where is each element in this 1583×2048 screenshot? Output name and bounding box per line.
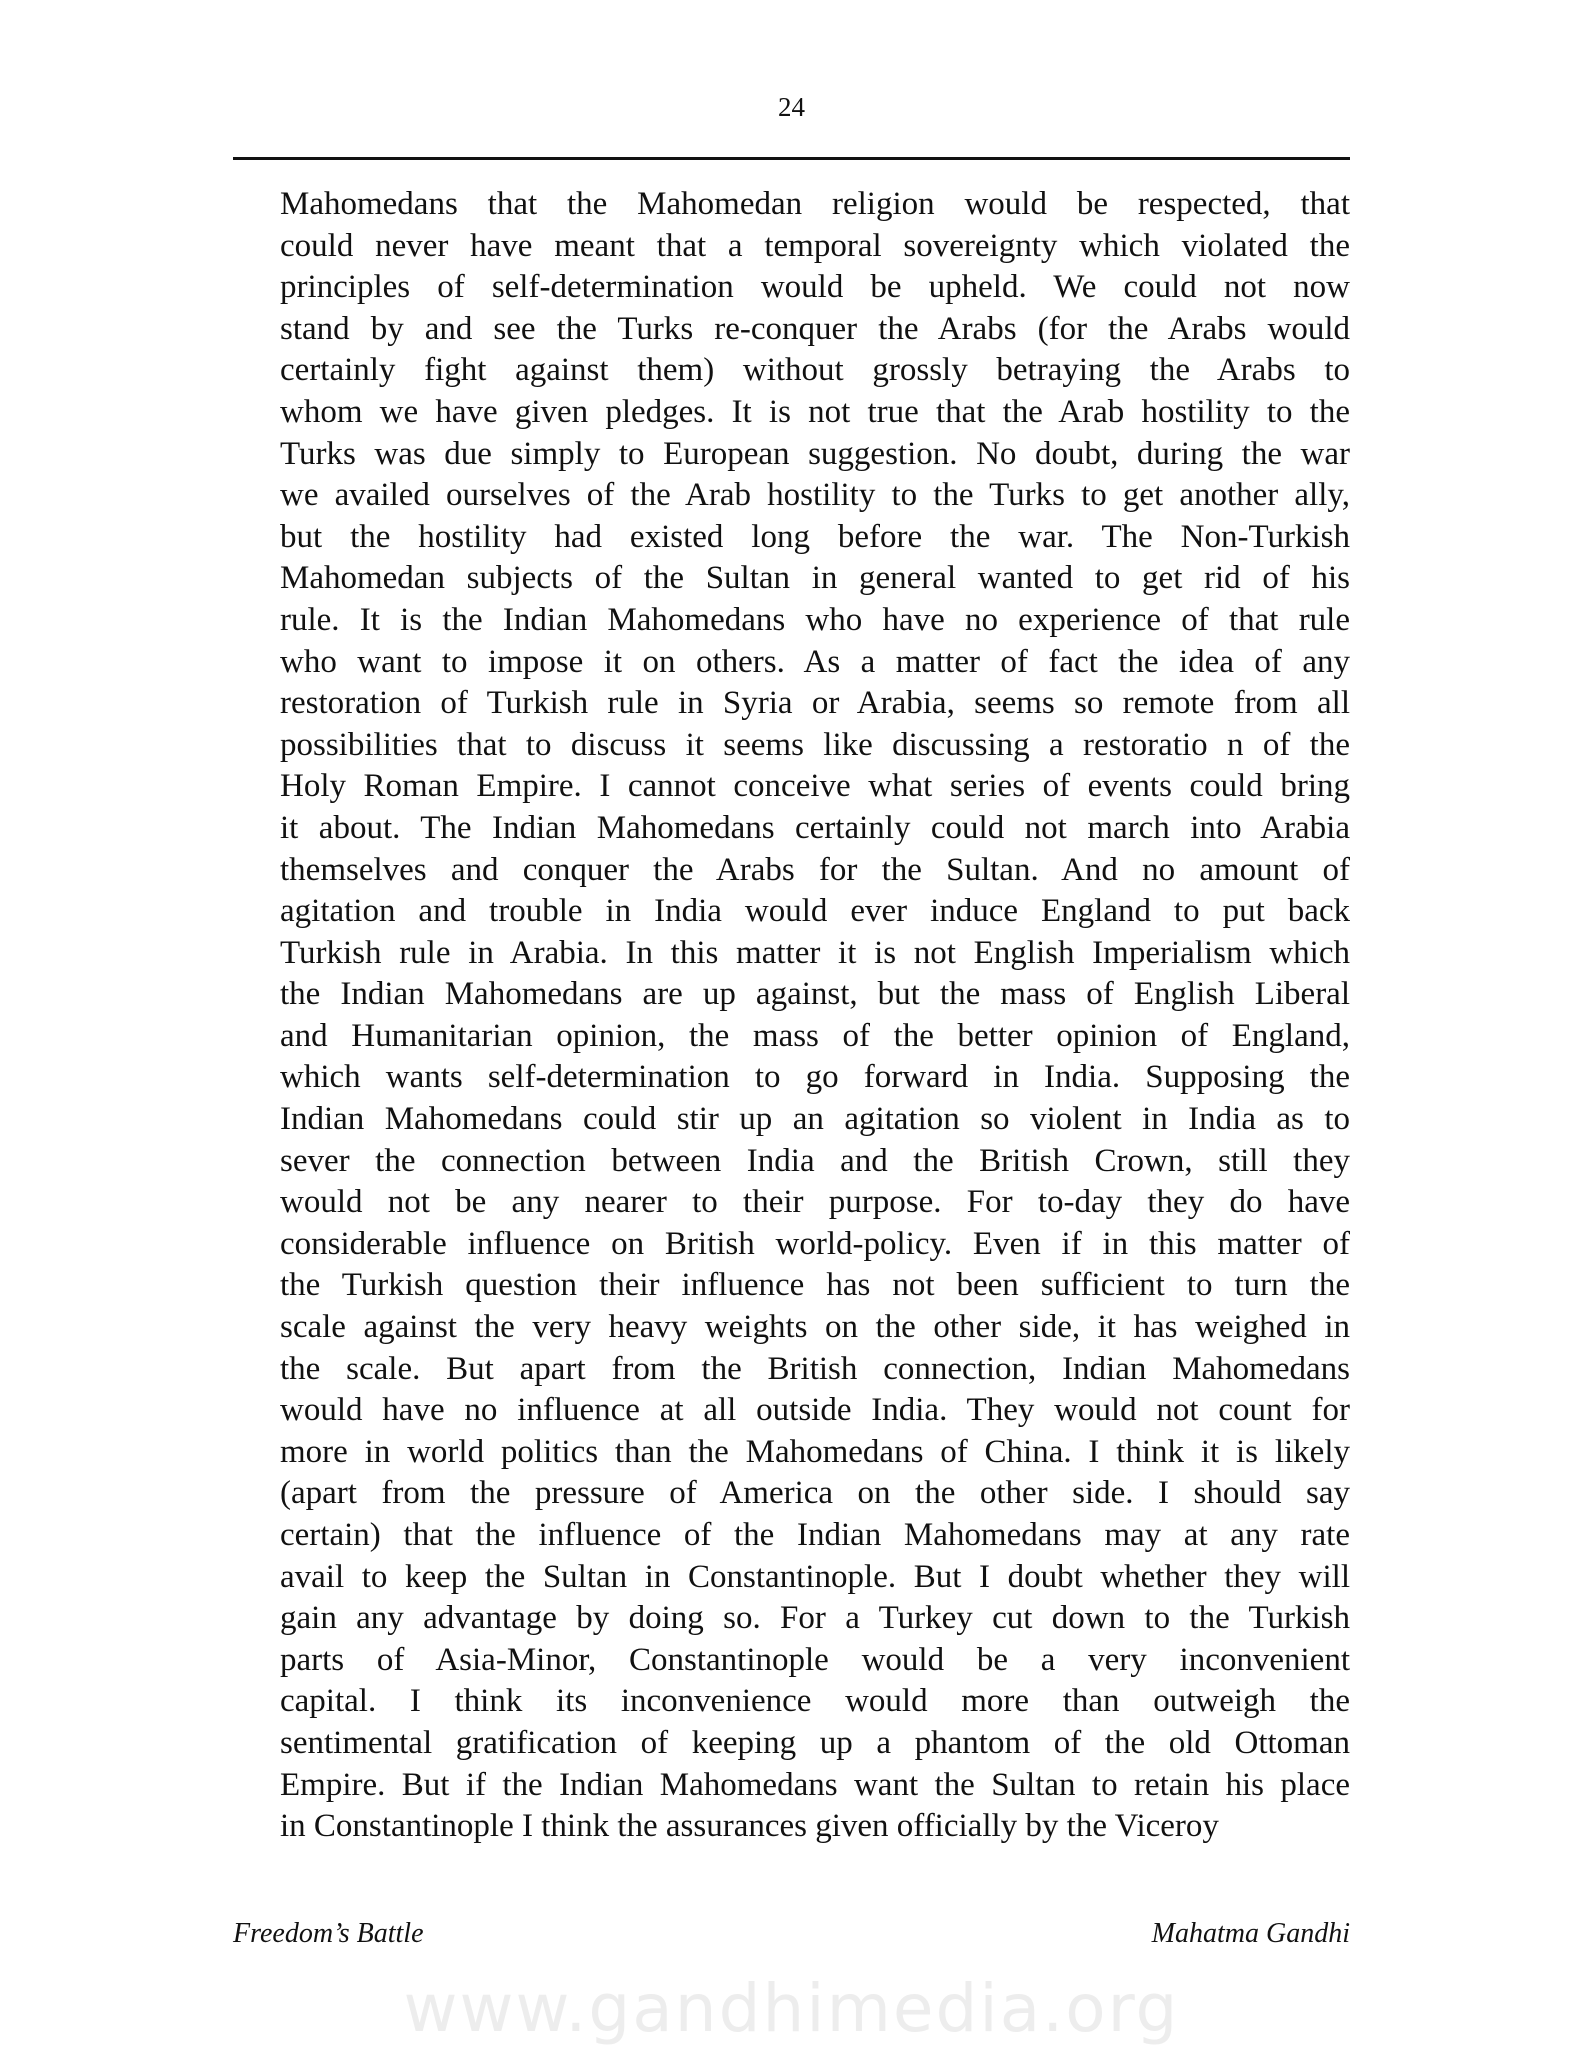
text-line: Turkish rule in Arabia. In this matter it is not English Imperialism which	[280, 934, 1350, 971]
text-line: we availed ourselves of the Arab hostility to the Turks to get another ally,	[280, 477, 1350, 514]
text-line: restoration of Turkish rule in Syria or Arabia, seems so remote from all	[280, 685, 1350, 722]
text-line: the scale. But apart from the British connection, Indian Mahomedans	[280, 1350, 1350, 1387]
text-line: scale against the very heavy weights on the other side, it has weighed in	[280, 1309, 1350, 1346]
text-line: and Humanitarian opinion, the mass of the better opinion of England,	[280, 1017, 1350, 1054]
text-line: stand by and see the Turks re-conquer the Arabs (for the Arabs would	[280, 310, 1350, 347]
text-line: would not be any nearer to their purpose. For to-day they do have	[280, 1184, 1350, 1221]
text-line: who want to impose it on others. As a matter of fact the idea of any	[280, 643, 1350, 680]
text-line: certain) that the influence of the Indian Mahomedans may at any rate	[280, 1517, 1350, 1553]
footer-author: Mahatma Gandhi	[1151, 1918, 1350, 1949]
text-line: whom we have given pledges. It is not true that the Arab hostility to the	[280, 393, 1350, 430]
text-line: it about. The Indian Mahomedans certainly could not march into Arabia	[280, 809, 1350, 846]
text-line: would have no influence at all outside India. They would not count for	[280, 1392, 1350, 1429]
text-line: parts of Asia-Minor, Constantinople would be a very inconvenient	[280, 1641, 1350, 1678]
watermark: www.gandhimedia.org	[403, 1970, 1180, 2047]
page-number: 24	[778, 92, 805, 122]
text-line: Mahomedan subjects of the Sultan in general wanted to get rid of his	[280, 560, 1350, 597]
text-line: but the hostility had existed long before the war. The Non-Turkish	[280, 518, 1350, 555]
text-line: possibilities that to discuss it seems like discussing a restoratio n of the	[280, 726, 1350, 763]
text-line: rule. It is the Indian Mahomedans who have no experience of that rule	[280, 601, 1350, 638]
text-line: could never have meant that a temporal sovereignty which violated the	[280, 227, 1350, 264]
text-line: Empire. But if the Indian Mahomedans want the Sultan to retain his place	[280, 1766, 1350, 1803]
text-line: sever the connection between India and the British Crown, still they	[280, 1142, 1350, 1179]
text-line: agitation and trouble in India would ever induce England to put back	[280, 893, 1350, 930]
text-line: gain any advantage by doing so. For a Turkey cut down to the Turkish	[280, 1600, 1350, 1637]
text-line: capital. I think its inconvenience would more than outweigh the	[280, 1683, 1350, 1720]
header-rule	[233, 157, 1350, 160]
text-line: Holy Roman Empire. I cannot conceive what series of events could bring	[280, 768, 1350, 805]
text-line: themselves and conquer the Arabs for the Sultan. And no amount of	[280, 851, 1350, 888]
text-line: in Constantinople I think the assurances given officially by the Viceroy	[280, 1808, 1219, 1845]
footer-book-title: Freedom’s Battle	[233, 1918, 424, 1949]
text-line: (apart from the pressure of America on the other side. I should say	[280, 1475, 1350, 1512]
text-line: considerable influence on British world-policy. Even if in this matter of	[280, 1225, 1350, 1262]
text-line: sentimental gratification of keeping up a phantom of the old Ottoman	[280, 1724, 1350, 1761]
text-line: more in world politics than the Mahomedans of China. I think it is likely	[280, 1433, 1350, 1470]
text-line: the Indian Mahomedans are up against, but the mass of English Liberal	[280, 976, 1350, 1013]
text-line: Indian Mahomedans could stir up an agitation so violent in India as to	[280, 1101, 1350, 1138]
body-text	[280, 184, 1350, 1848]
text-line: the Turkish question their influence has not been sufficient to turn the	[280, 1267, 1350, 1304]
text-line: certainly fight against them) without grossly betraying the Arabs to	[280, 352, 1350, 389]
text-line: principles of self-determination would be upheld. We could not now	[280, 269, 1350, 306]
text-line: Turks was due simply to European suggestion. No doubt, during the war	[280, 435, 1350, 472]
text-line: Mahomedans that the Mahomedan religion would be respected, that	[280, 186, 1350, 222]
text-line: which wants self-determination to go forward in India. Supposing the	[280, 1059, 1350, 1096]
text-line: avail to keep the Sultan in Constantinople. But I doubt whether they will	[280, 1558, 1350, 1595]
